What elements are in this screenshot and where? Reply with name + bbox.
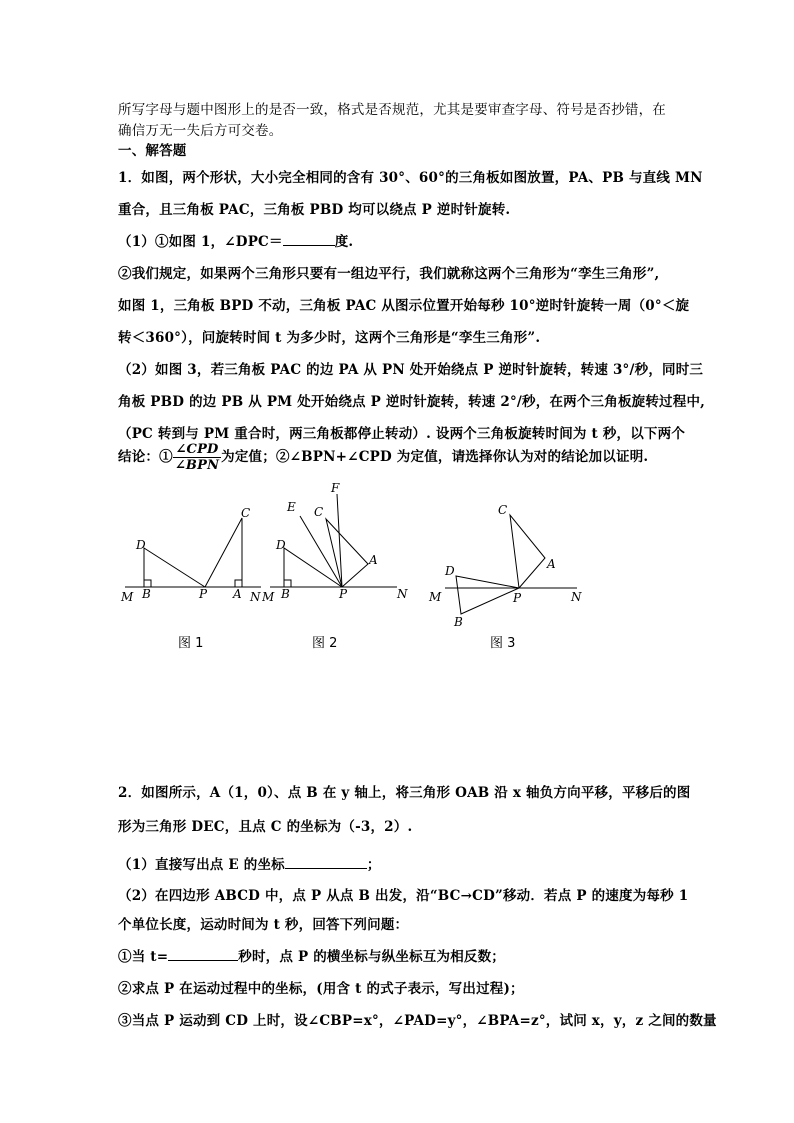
answer-blank-dpc[interactable] (283, 233, 335, 246)
fig3-triangle-pac (510, 515, 545, 588)
q1-part1a-suffix: 度. (334, 234, 354, 250)
conclusion-prefix: 结论：① (118, 449, 173, 465)
intro-line-1: 所写字母与题中图形上的是否一致，格式是否规范，尤其是要审查字母、符号是否抄错，在 (118, 102, 666, 118)
q1-part2-line-3: （PC 转到与 PM 重合时，两三角板都停止转动）. 设两个三角板旋转时间为 t 秒，以下两个 (118, 426, 686, 442)
fraction-cpd-bpn (173, 442, 221, 473)
fig3-label-n: N (571, 590, 582, 604)
q2-sub1 (118, 945, 688, 965)
q2-line-1: 2．如图所示，A（1，0）、点 B 在 y 轴上，将三角形 OAB 沿 x 轴负方向平移，平移后的图 (118, 785, 691, 801)
q1-part1a-prefix: （1）①如图 1，∠DPC＝ (118, 234, 283, 250)
intro-line-2: 确信万无一失后方可交卷。 (118, 123, 283, 139)
fig2-label-p: P (339, 587, 348, 601)
q2-sub3: ③当点 P 运动到 CD 上时，设∠CBP=x°，∠PAD=y°，∠BPA=z°，试问 x，y，z 之间的数量 (118, 1013, 717, 1029)
q1-part1b-line-1: ②我们规定，如果两个三角形只要有一组边平行，我们就称这两个三角形为“孪生三角形”, (118, 266, 660, 282)
fig1-right-angle-b (144, 580, 151, 587)
q2-part1-prefix: （1）直接写出点 E 的坐标 (118, 857, 285, 873)
fig2-triangle-pac (326, 519, 368, 587)
q1-part1b-line-2: 如图 1，三角板 BPD 不动，三角板 PAC 从图示位置开始每秒 10°逆时针旋转一周（0°＜旋 (118, 298, 690, 314)
fig2-ray-pf (337, 494, 342, 587)
section-title: 一、解答题 (118, 143, 187, 159)
fig2-label-a: A (369, 553, 378, 567)
q2-part1 (118, 853, 688, 873)
figure-2-caption: 图 2 (312, 636, 338, 651)
fig1-label-a: A (233, 587, 242, 601)
q2-part1-suffix: ； (366, 857, 381, 873)
figure-2 (262, 478, 422, 608)
answer-blank-time-t[interactable] (168, 948, 238, 961)
q1-line-2: 重合，且三角板 PAC，三角板 PBD 均可以绕点 P 逆时针旋转. (118, 202, 511, 218)
fig1-triangle-pac (205, 518, 242, 587)
fig3-triangle-pbd (456, 576, 519, 614)
conclusion-text: 为定值；②∠BPN+∠CPD 为定值，请选择你认为对的结论加以证明. (221, 449, 649, 465)
fig1-label-d: D (136, 538, 146, 552)
fig1-label-b: B (142, 587, 151, 601)
fig2-label-m: M (262, 590, 275, 604)
figure-3-caption: 图 3 (490, 636, 516, 651)
fig1-label-c: C (241, 506, 251, 520)
figure-1-caption: 图 1 (178, 636, 204, 651)
fig2-right-angle-b (284, 580, 291, 587)
fig2-label-b: B (281, 587, 290, 601)
fig2-ray-pe (300, 516, 342, 587)
fig2-triangle-bpd (284, 548, 342, 587)
fig3-label-a: A (547, 557, 556, 571)
fig2-label-d: D (276, 538, 286, 552)
fig3-label-c: C (498, 503, 508, 517)
q2-sub1-suffix: 秒时，点 P 的横坐标与纵坐标互为相反数； (238, 949, 506, 965)
fig3-label-p: P (513, 591, 522, 605)
q1-part2-line-1: （2）如图 3，若三角板 PAC 的边 PA 从 PN 处开始绕点 P 逆时针旋转，转速 3°/秒，同时三 (118, 362, 704, 378)
fig2-label-c: C (314, 505, 324, 519)
fig1-label-n: N (250, 590, 261, 604)
fraction-denominator: ∠BPN (174, 458, 220, 473)
fig2-label-e: E (287, 500, 296, 514)
fig1-label-p: P (199, 587, 208, 601)
fig3-label-m: M (429, 590, 442, 604)
q1-part1a (118, 230, 688, 250)
fig2-label-f: F (331, 481, 340, 495)
fig1-triangle-bpd (144, 548, 205, 587)
q1-conclusion (118, 442, 688, 473)
q2-line-2: 形为三角形 DEC，且点 C 的坐标为（-3，2）. (118, 819, 413, 835)
fig2-label-n: N (397, 587, 408, 601)
fraction-numerator: ∠CPD (173, 442, 221, 458)
fig3-label-d: D (445, 564, 455, 578)
figure-1 (115, 500, 275, 610)
q1-line-1: 1．如图，两个形状，大小完全相同的含有 30°、60°的三角板如图放置，PA、PB 与直线 MN (118, 170, 703, 186)
figure-3 (425, 498, 595, 633)
q2-sub2: ②求点 P 在运动过程中的坐标，(用含 t 的式子表示，写出过程)； (118, 981, 524, 997)
q2-part2-line-2: 个单位长度，运动时间为 t 秒，回答下列问题： (118, 917, 409, 933)
q1-part2-line-2: 角板 PBD 的边 PB 从 PM 处开始绕点 P 逆时针旋转，转速 2°/秒，在两个三角板旋转过程中, (118, 394, 706, 410)
q1-part1b-line-3: 转＜360°），问旋转时间 t 为多少时，这两个三角形是“孪生三角形”. (118, 330, 541, 346)
answer-blank-point-e[interactable] (285, 856, 367, 869)
fig1-right-angle-a (235, 580, 242, 587)
q2-sub1-prefix: ①当 t= (118, 949, 169, 965)
q2-part2-line-1: （2）在四边形 ABCD 中，点 P 从点 B 出发，沿“BC→CD”移动．若点 P 的速度为每秒 1 (118, 888, 689, 904)
fig3-label-b: B (454, 615, 463, 629)
fig1-label-m: M (121, 590, 134, 604)
